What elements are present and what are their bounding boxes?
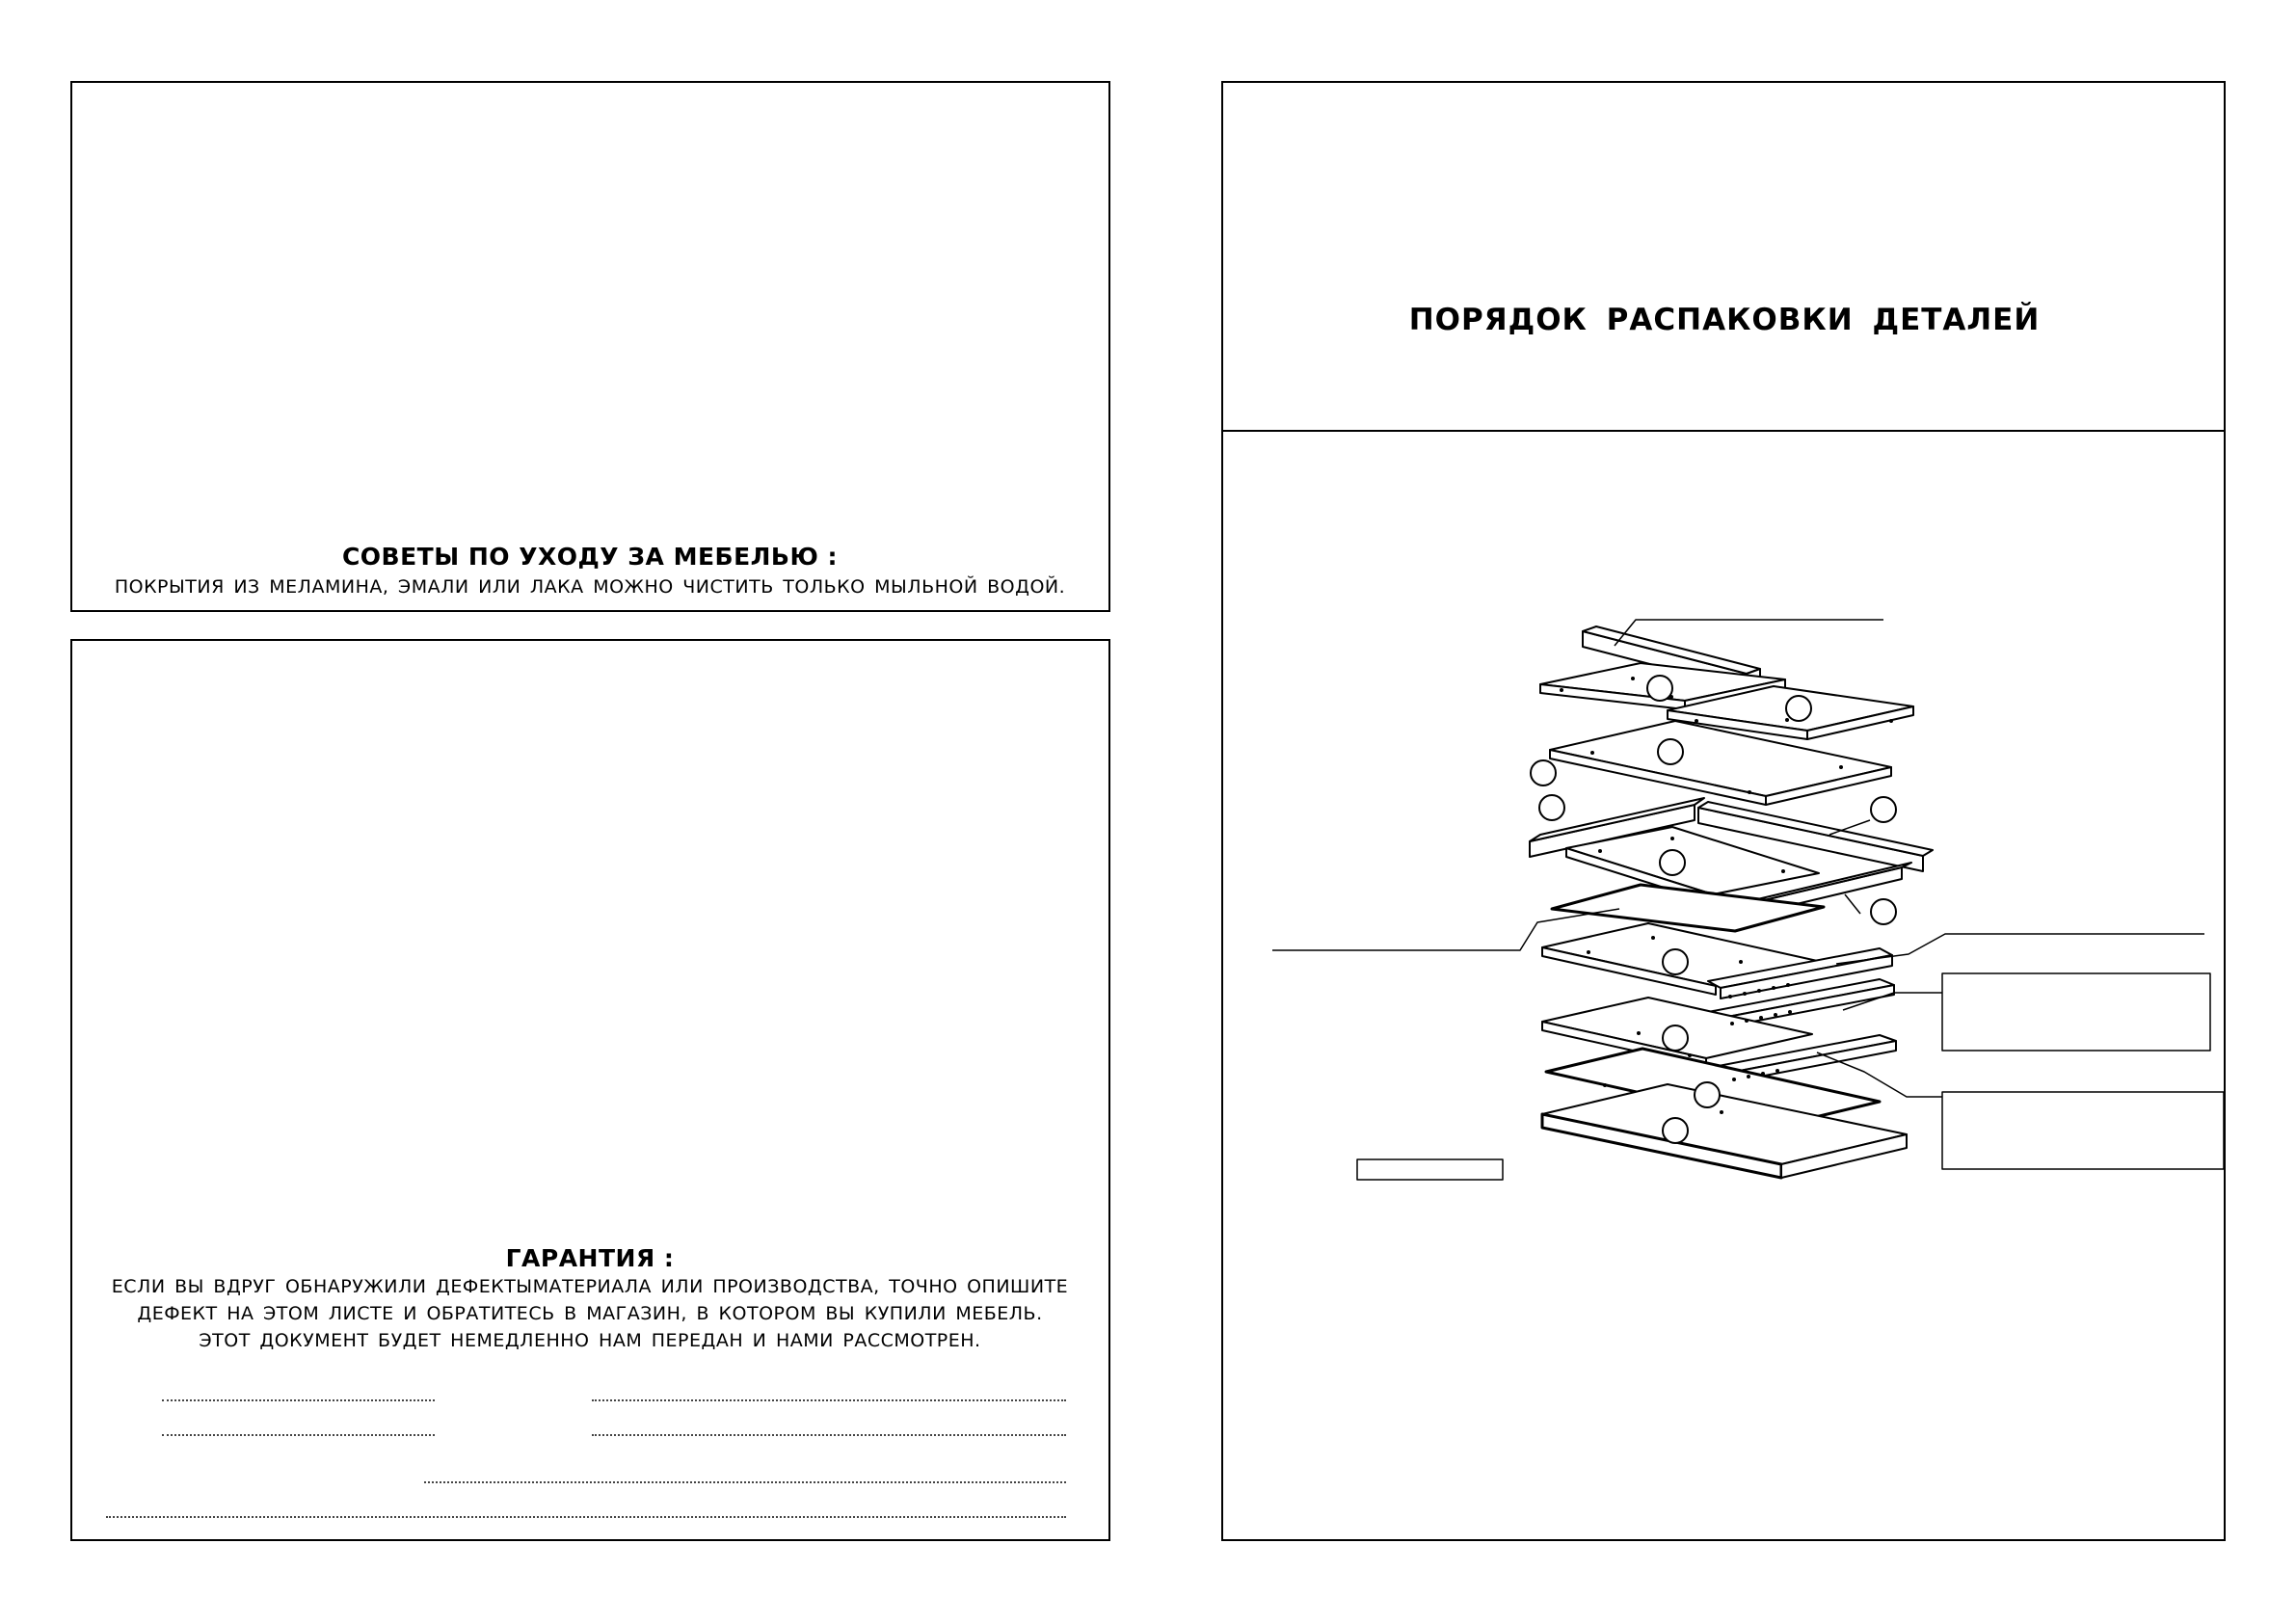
care-text: ПОКРЫТИЯ ИЗ МЕЛАМИНА, ЭМАЛИ ИЛИ ЛАКА МОЖНО ЧИСТИТЬ ТОЛЬКО МЫЛЬНОЙ ВОДОЙ. <box>114 576 1066 598</box>
part-large-panel <box>1550 721 1891 805</box>
label-box-1 <box>1942 973 2210 1051</box>
label-box-2 <box>1942 1092 2224 1169</box>
label-box-3 <box>1357 1159 1503 1180</box>
care-title: СОВЕТЫ ПО УХОДУ ЗА МЕБЕЛЬЮ : <box>341 543 839 571</box>
warranty-line-2: ДЕФЕКТ НА ЭТОМ ЛИСТЕ И ОБРАТИТЕСЬ В МАГАЗИН, В КОТОРОМ ВЫ КУПИЛИ МЕБЕЛЬ. <box>137 1303 1043 1324</box>
part-back-sheet <box>1552 885 1824 931</box>
warranty-line-3: ЭТОТ ДОКУМЕНТ БУДЕТ НЕМЕДЛЕННО НАМ ПЕРЕДАН И НАМИ РАССМОТРЕН. <box>199 1330 981 1351</box>
unpacking-title: ПОРЯДОК РАСПАКОВКИ ДЕТАЛЕЙ <box>1408 303 2041 337</box>
warranty-line-1: ЕСЛИ ВЫ ВДРУГ ОБНАРУЖИЛИ ДЕФЕКТЫМАТЕРИАЛА ИЛИ ПРОИЗВОДСТВА, ТОЧНО ОПИШИТЕ <box>111 1276 1069 1297</box>
warranty-title: ГАРАНТИЯ : <box>505 1244 675 1272</box>
